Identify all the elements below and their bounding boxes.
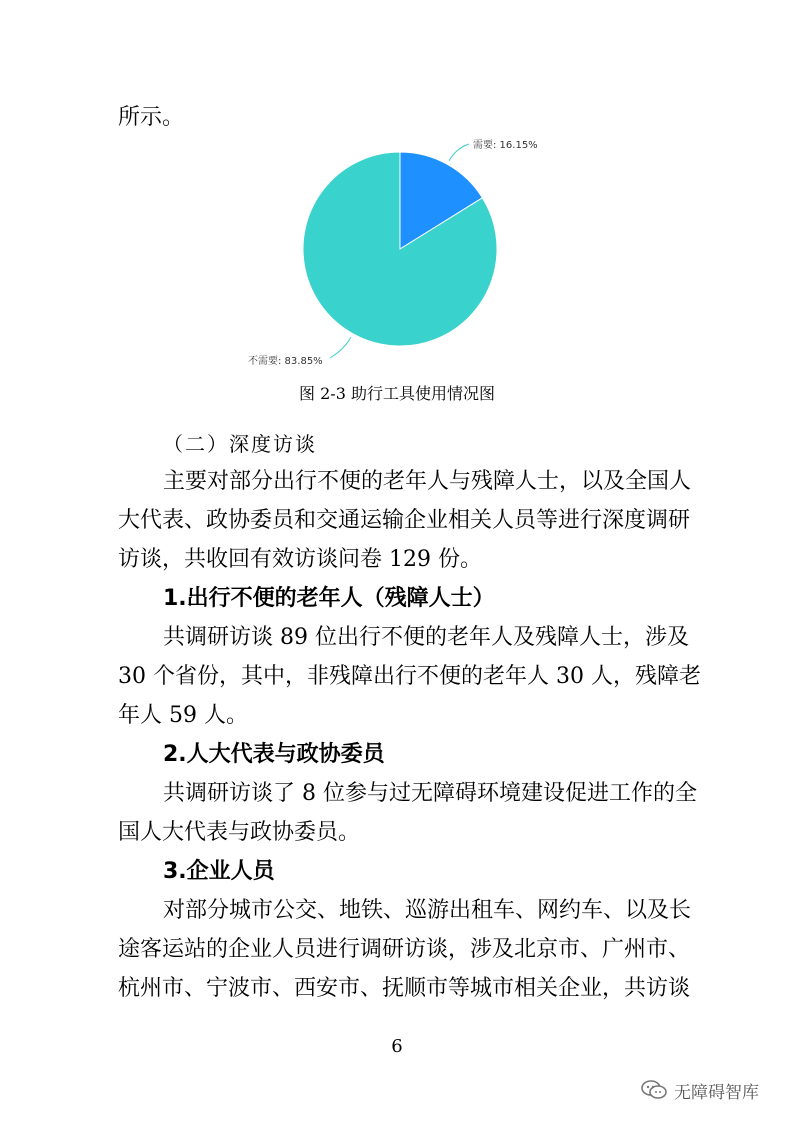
figure-caption: 图 2-3 助行工具使用情况图 — [299, 384, 495, 403]
para4-line-3: 杭州市、宁波市、西安市、抚顺市等城市相关企业，共访谈 — [118, 976, 691, 1001]
subheading-1: 1.出行不便的老年人（残障人士） — [163, 586, 495, 611]
para2-line-3: 年人 59 人。 — [118, 703, 248, 728]
para3-line-1: 共调研访谈了 8 位参与过无障碍环境建设促进工作的全 — [163, 781, 697, 806]
para4-line-2: 途客运站的企业人员进行调研访谈，涉及北京市、广州市、 — [118, 937, 691, 962]
para4-line-1: 对部分城市公交、地铁、巡游出租车、网约车、以及长 — [163, 898, 692, 923]
pie-chart — [230, 130, 570, 375]
watermark-text: 无障碍智库 — [674, 1082, 759, 1103]
page-number: 6 — [391, 1036, 403, 1057]
intro-tail: 所示。 — [118, 105, 185, 130]
leader-line-not-need — [330, 337, 351, 358]
subheading-3: 3.企业人员 — [163, 859, 275, 884]
para1-line-2: 大代表、政协委员和交通运输企业相关人员等进行深度调研 — [118, 508, 691, 533]
subheading-2: 2.人大代表与政协委员 — [163, 742, 385, 767]
para3-line-2: 国人大代表与政协委员。 — [118, 820, 361, 845]
para2-line-1: 共调研访谈 89 位出行不便的老年人及残障人士，涉及 — [163, 625, 689, 650]
leader-line-need — [449, 144, 469, 161]
para2-line-2: 30 个省份，其中，非残障出行不便的老年人 30 人，残障老 — [118, 664, 701, 689]
para1-line-1: 主要对部分出行不便的老年人与残障人士，以及全国人 — [163, 469, 692, 494]
slice-label-not-need: 不需要: 83.85% — [248, 356, 323, 367]
slice-label-need: 需要: 16.15% — [473, 140, 538, 151]
section-heading: （二）深度访谈 — [163, 432, 317, 456]
para1-line-3: 访谈，共收回有效访谈问卷 129 份。 — [118, 547, 482, 572]
watermark — [640, 1076, 759, 1104]
wechat-icon — [640, 1079, 668, 1101]
